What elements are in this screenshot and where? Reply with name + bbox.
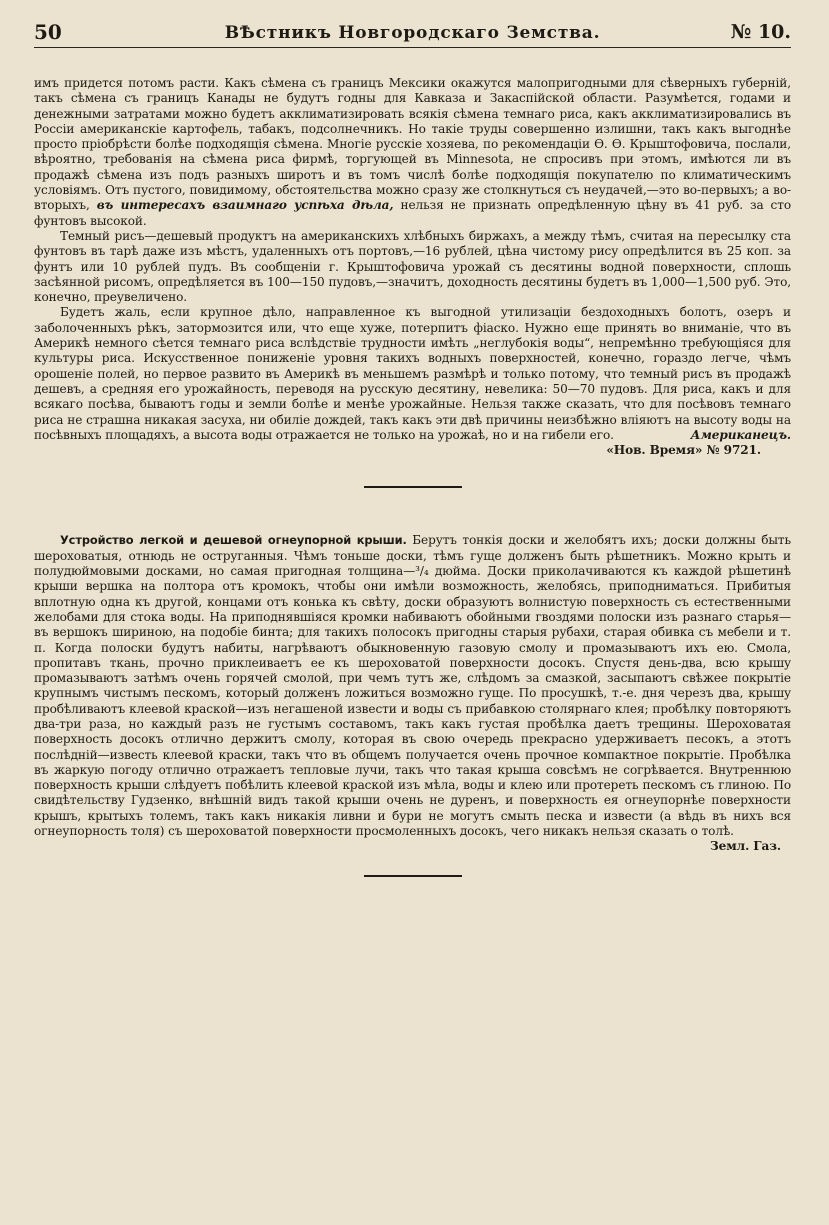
page-number: 50 [34, 20, 62, 44]
paragraph-2: Темный рисъ—дешевый продуктъ на американскихъ хлѣбныхъ биржахъ, а между тѣмъ, считая на пересылку ста фунтовъ въ тарѣ даже изъ мѣстъ, удаленныхъ отъ портовъ,—16 рублей, цѣна чистому рису опредѣлится въ 25 коп. за фунтъ или 10 рублей пудъ. Въ сообщеніи г. Крыштофовича урожай съ десятины водной поверхности, сплошь засѣянной рисомъ, опредѣляется въ 100—150 пудовъ,—значитъ, доходность десятины будетъ въ 1,000—1,500 руб. Это, конечно, преувеличено. [34, 228, 791, 305]
article-source: «Нов. Время» № 9721. [606, 443, 761, 458]
paragraph-1-emphasis: въ интересахъ взаимнаго успѣха дѣла, [96, 198, 394, 213]
paragraph-3 [34, 305, 791, 443]
journal-title: ВѢстникъ Новгородскаго Земства. [224, 23, 601, 43]
section-divider [364, 486, 462, 488]
article-source-2: Земл. Газ. [710, 839, 781, 854]
article-roof [34, 533, 791, 854]
header-rule [34, 47, 791, 48]
article-heading: Устройство легкой и дешевой огнеупорной крыши. [60, 533, 407, 548]
author-signature: Американецъ. [690, 427, 791, 442]
paragraph-1-text: имъ придется потомъ расти. Какъ сѣмена съ границъ Мексики окажутся малопригодными для сѣверныхъ губерній, такъ сѣмена съ границъ Канады не будутъ годны для Кавказа и Закаспійской области. Разумѣется, годами и денежными затратами можно будетъ акклиматизировать всякія сѣмена темнаго риса, какъ акклиматизировались въ Россіи американскіе картофель, табакъ, подсолнечникъ. Но такіе труды совершенно излишни, такъ какъ выгоднѣе просто пріобрѣсти болѣе подходящія сѣмена. Многіе русскіе хозяева, по рекомендаціи Ѳ. Ѳ. Крыштофовича, послали, вѣроятно, требованія на сѣмена риса фирмѣ, торгующей въ Minnesota, не спросивъ при этомъ, имѣются ли въ продажѣ сѣмена изъ подъ разныхъ широтъ и въ томъ числѣ болѣе подходящія покупателю по климатическимъ условіямъ. Отъ пустого, повидимому, обстоятельства можно сразу же столкнуться съ неудачей,—это во-первыхъ; а во-вторыхъ, [34, 76, 791, 213]
roof-paragraph-text: Берутъ тонкія доски и желобятъ ихъ; доски должны быть шероховатыя, отнюдь не оструганныя. Чѣмъ тоньше доски, тѣмъ гуще долженъ быть рѣшетникъ. Можно крыть и полудюймовыми досками, но самая пригодная толщина—³/₄ дюйма. Доски приколачиваются къ каждой рѣшетинѣ крыши вершка на полтора отъ кромокъ, чтобы они имѣли возможность, желобясь, приподниматься. Прибитыя вплотную одна къ другой, концами отъ конька къ свѣту, доски образуютъ волнистую поверхность съ естественными желобами для стока воды. На приподнявшіяся кромки набиваютъ обойными гвоздями полоски изъ разнаго старья—въ вершокъ шириною, на подобіе бинта; для такихъ полосокъ пригодны старыя рубахи, старая обивка съ мебели и т. п. Когда полоски будутъ набиты, нагрѣваютъ обыкновенную газовую смолу и промазываютъ ихъ ею. Смола, пропитавъ ткань, прочно приклеиваетъ ее къ шероховатой поверхности досокъ. Спустя день-два, всю крышу промазываютъ затѣмъ очень горячей смолой, при чемъ тутъ же, слѣдомъ за смазкой, засыпаютъ свѣжее покрытіе крупнымъ чистымъ пескомъ, который долженъ ложиться возможно гуще. По просушкѣ, т.-е. дня черезъ два, крышу пробѣливаютъ клеевой краской—изъ негашеной извести и воды съ прибавкою столярнаго клея; пробѣлку повторяютъ два-три раза, но каждый разъ не густымъ составомъ, такъ какъ густая пробѣлка даетъ трещины. Шероховатая поверхность досокъ отлично держитъ смолу, которая въ свою очередь прекрасно удерживаетъ песокъ, а этотъ послѣдній—известь клеевой краски, такъ что въ общемъ получается очень прочное компактное покрытіе. Пробѣлка въ жаркую погоду отлично отражаетъ тепловые лучи, такъ что такая крыша совсѣмъ не согрѣвается. Внутреннюю поверхность крыши слѣдуетъ побѣлить клеевой краской изъ мѣла, воды и клею или протереть пескомъ съ глиною. По свидѣтельству Гудзенко, внѣшній видъ такой крыши очень не дуренъ, и поверхность ея огнеупорнѣе поверхности крышъ, крытыхъ толемъ, такъ какъ никакія ливни и бури не могутъ смыть песка и извести (а вѣдь въ нихъ вся огнеупорность толя) съ шероховатой поверхности просмоленныхъ досокъ, чего никакъ нельзя сказать о толѣ. [34, 533, 791, 839]
paragraph-1 [34, 76, 791, 229]
paragraph-3-text: Будетъ жаль, если крупное дѣло, направленное къ выгодной утилизаціи бездоходныхъ болотъ, озеръ и заболоченныхъ рѣкъ, затормозится или, что еще хуже, потерпитъ фіаско. Нужно еще принять во вниманіе, что въ Америкѣ немного сѣется темнаго риса вслѣдствіе трудности имѣть „неглубокія воды“, непремѣнно требующіяся для культуры риса. Искусственное пониженіе уровня такихъ водныхъ поверхностей, конечно, гораздо легче, чѣмъ орошеніе полей, но первое развито въ Америкѣ въ меньшемъ размѣрѣ и только потому, что темный рисъ въ продажѣ дешевъ, а средняя его урожайность, переводя на русскую десятину, невелика: 50—70 пудовъ. Для риса, какъ и для всякаго посѣва, бываютъ годы и земли болѣе и менѣе урожайные. Нельзя также сказать, что для посѣвовъ темнаго риса не страшна никакая засуха, ни обиліе дождей, такъ какъ эти двѣ причины неизбѣжно вліяютъ на высоту воды на посѣвныхъ площадяхъ, а высота воды отражается не только на урожаѣ, но и на гибели его. [34, 305, 791, 442]
page-header [34, 0, 791, 50]
paragraph-1-ending: нельзя не признать опредѣленную цѣну въ 41 руб. за сто фунтовъ высокой. [34, 198, 791, 228]
issue-number: № 10. [730, 21, 791, 43]
bottom-divider [364, 875, 462, 877]
article-rice [34, 76, 791, 458]
roof-paragraph [34, 533, 791, 854]
